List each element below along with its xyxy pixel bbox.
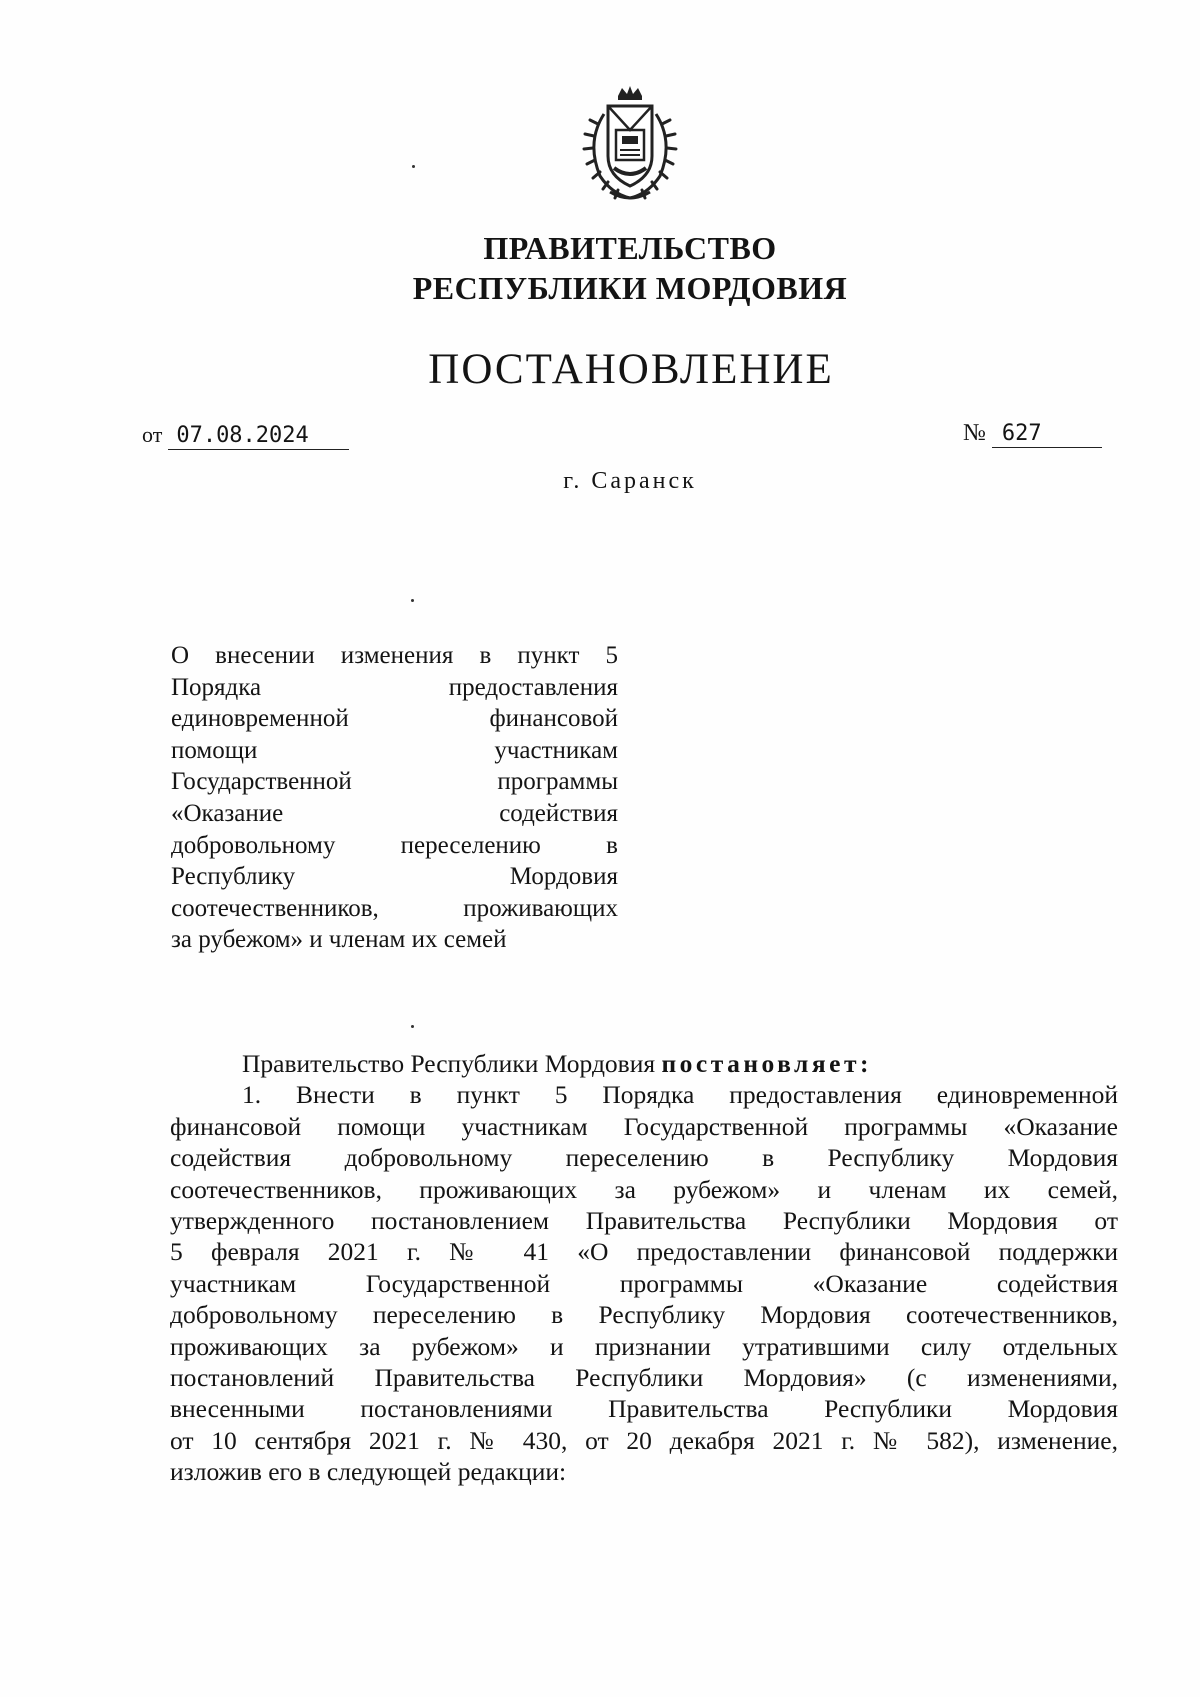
subject-line: «Оказание содействия [171, 799, 618, 827]
subject-line: добровольному переселению в [171, 831, 618, 859]
preamble-text: Правительство Республики Мордовия [242, 1049, 662, 1078]
subject-line: Порядка предоставления [171, 673, 618, 701]
document-body [170, 1048, 1118, 1487]
paragraph-line: добровольному переселению в Республику Мордовия соотечественников, [170, 1300, 1118, 1330]
subject-line: за рубежом» и членам их семей [171, 926, 507, 954]
paragraph-line: 5 февраля 2021 г. № 41 «О предоставлении финансовой поддержки [170, 1237, 1118, 1267]
document-subject [171, 640, 618, 956]
paragraph-line: от 10 сентября 2021 г. № 430, от 20 декабря 2021 г. № 582), изменение, [170, 1425, 1118, 1455]
preamble-keyword: постановляет: [661, 1049, 872, 1078]
paragraph-line: содействия добровольному переселению в Республику Мордовия [170, 1143, 1118, 1173]
paragraph-line: изложив его в следующей редакции: [170, 1457, 567, 1487]
number-prefix: № [963, 420, 986, 446]
date-value: 07.08.2024 [168, 423, 348, 450]
paragraph-line: 1. Внести в пункт 5 Порядка предоставления единовременной [242, 1080, 1118, 1110]
document-type-title: ПОСТАНОВЛЕНИЕ [428, 346, 834, 393]
paragraph-line: внесенными постановлениями Правительства Республики Мордовия [170, 1394, 1118, 1424]
date-prefix: от [142, 422, 163, 447]
paragraph-line: участникам Государственной программы «Оказание содействия [170, 1268, 1118, 1298]
scan-speck [412, 165, 415, 168]
subject-line: единовременной финансовой [171, 705, 618, 733]
subject-line: О внесении изменения в пункт 5 [171, 642, 618, 669]
paragraph-line: финансовой помощи участникам Государственной программы «Оказание [170, 1111, 1118, 1141]
number-value: 627 [992, 421, 1102, 448]
subject-line: помощи участникам [171, 736, 618, 764]
subject-line: Государственной программы [171, 768, 618, 796]
government-name-line-2: РЕСПУБЛИКИ МОРДОВИЯ [412, 270, 848, 306]
subject-line: соотечественников, проживающих [171, 894, 618, 922]
document-date [142, 420, 349, 450]
preamble [170, 1048, 1118, 1079]
scan-speck [411, 599, 414, 602]
city-name: г. Саранск [563, 468, 697, 494]
document-number [963, 418, 1102, 448]
paragraph-line: утвержденного постановлением Правительства Республики Мордовия от [170, 1205, 1118, 1235]
government-name-line-1: ПРАВИТЕЛЬСТВО [483, 230, 777, 266]
paragraph-line: соотечественников, проживающих за рубежом» и членам их семей, [170, 1174, 1118, 1204]
coat-of-arms-icon [574, 84, 686, 206]
subject-line: Республику Мордовия [171, 863, 618, 891]
scan-speck [411, 1025, 414, 1028]
paragraph-line: проживающих за рубежом» и признании утратившими силу отдельных [170, 1331, 1118, 1361]
paragraph-line: постановлений Правительства Республики Мордовия» (с изменениями, [170, 1362, 1118, 1392]
